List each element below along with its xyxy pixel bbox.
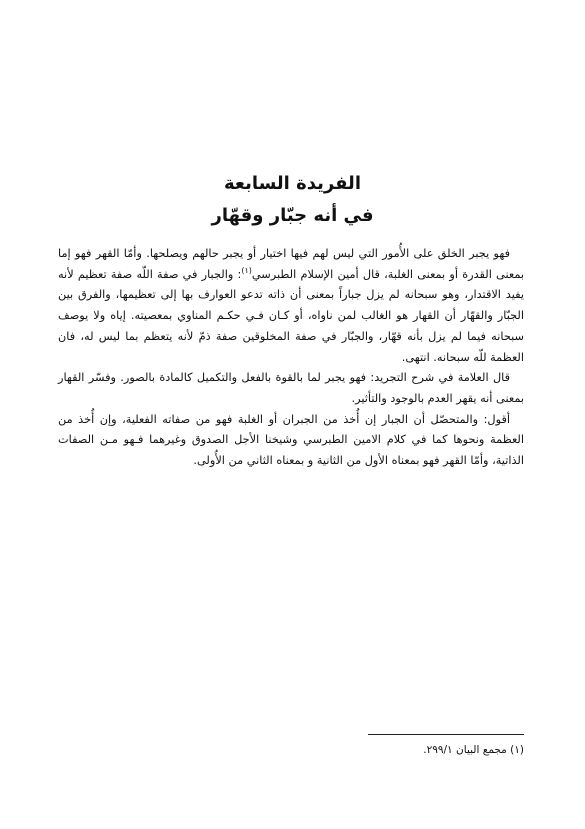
footnote-reference: (١) (241, 265, 252, 275)
paragraph-1-text-before: فهو يجبر الخلق على الأُمور التي ليس لهم فيها اختيار أو يجبر حالهم ويصلحها. وأمّا القهر فهو إما بمعنى القدرة أو بمعنى الغلبة، قال أمين الإسلام الطبرسي (58, 247, 524, 281)
body-text (58, 244, 524, 472)
chapter-heading (0, 168, 585, 232)
paragraph-3: أقول: والمتحصّل أن الجبار إن أُخذ من الجبران أو الغلبة فهو من صفاته الفعلية، وإن أُخذ من العظمة ونحوها كما في كلام الامين الطبرسي وشيخنا الأجل الصدوق وغيرهما فـهو مـن الصفات الذاتية، وأمّا القهر فهو بمعناه الأول من الثانية و بمعناه الثاني من الأُولى. (58, 412, 524, 468)
paragraph-2: قال العلامة في شرح التجريد: فهو يجبر لما بالقوة بالفعل والتكميل كالمادة بالصور. وفسّر القهار بمعنى أنه يقهر العدم بالوجود والتأثير. (58, 371, 524, 405)
paragraph-1 (58, 244, 524, 368)
footnote: (١) مجمع البيان ٢٩٩/١. (423, 744, 524, 756)
chapter-title: الفريدة السابعة (224, 173, 361, 194)
footnote-divider (368, 734, 524, 735)
paragraph-1-text-after: : والجبار في صفة اللّه صفة تعظيم لأنه يفيد الاقتدار، وهو سبحانه لم يزل جباراً بمعنى أن ذاته تدعو العوارف بها إلى تعظيمها، والفرق بين الجبّار والقهّار أن القهار هو الغالب لمن ناواه، أو كـان فـي حكـم المناوي بمعصيته. إياه ولا يوصف سبحانه فيما لم يزل بأنه قهّار، والجبّار في صفة المخلوقين صفة ذمّ لأنه يتعظم بما ليس له، فان العظمة للّه سبحانه. انتهى. (58, 267, 524, 364)
chapter-subtitle: في أنه جبّار وقهّار (211, 205, 374, 226)
